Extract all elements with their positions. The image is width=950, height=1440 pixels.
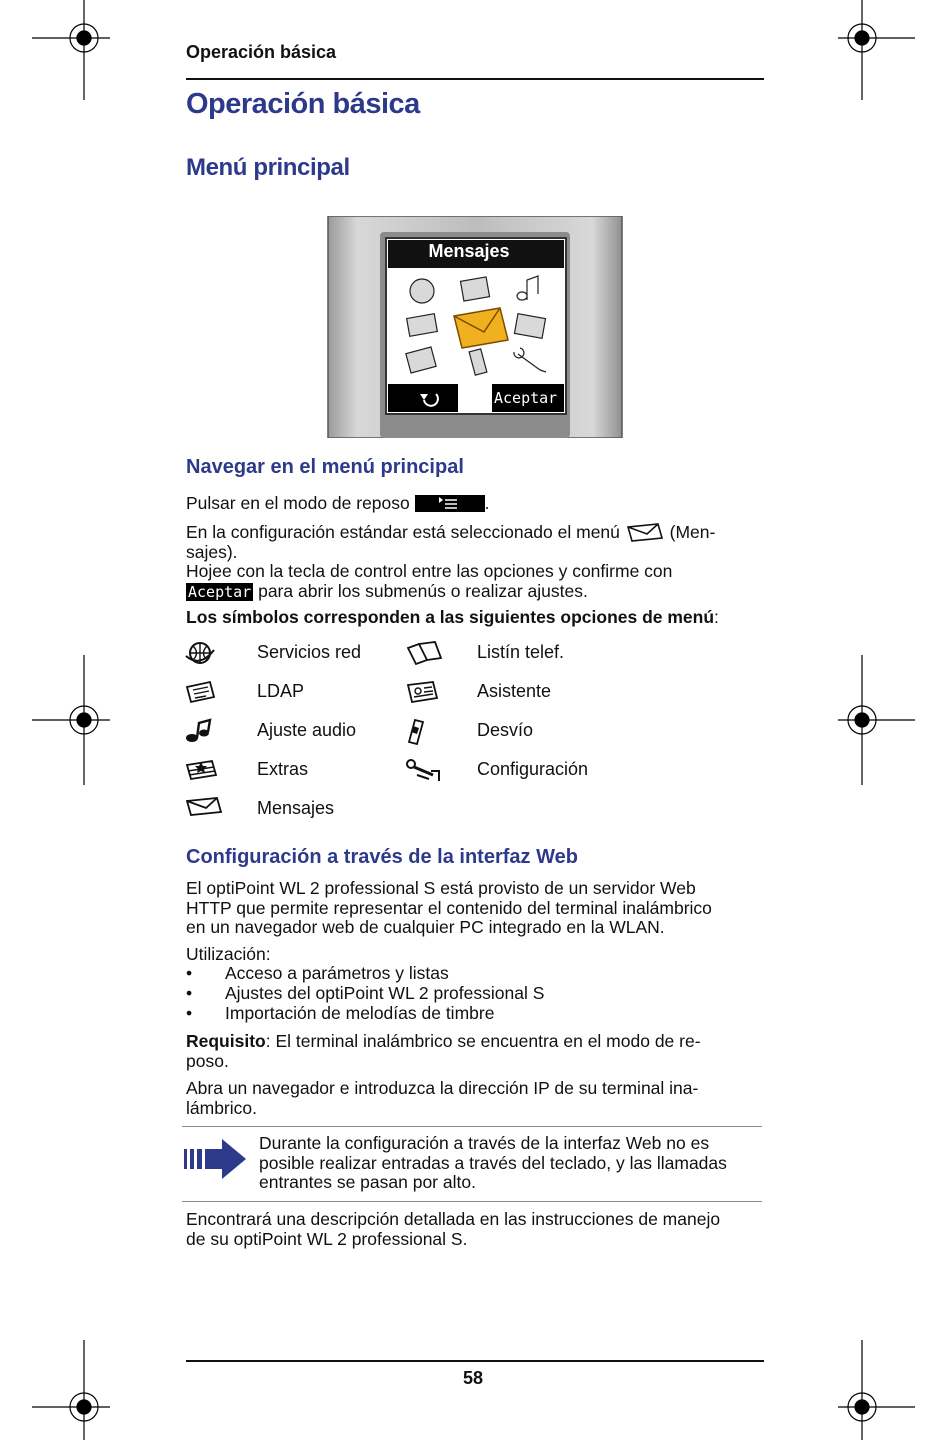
book-icon: [405, 640, 445, 673]
bullet-text: Ajustes del optiPoint WL 2 professional S: [225, 983, 545, 1003]
phone-icon: [405, 718, 445, 751]
ldap-card-icon: [184, 679, 224, 712]
phone-screen-header: Mensajes: [428, 241, 510, 261]
paragraph-open-browser: [186, 1079, 766, 1118]
menu-key-icon: [415, 495, 485, 512]
symbols-colon: :: [714, 607, 719, 627]
default-menu-cont: sajes).: [186, 541, 238, 562]
note-arrow-icon: [182, 1138, 248, 1180]
note-line: entrantes se pasan por alto.: [259, 1172, 476, 1192]
web-text-line: en un navegador web de cualquier PC integrado en la WLAN.: [186, 917, 665, 937]
bullet-text: Importación de melodías de timbre: [225, 1003, 495, 1023]
note-line: Durante la configuración a través de la interfaz Web no es: [259, 1133, 710, 1153]
symbol-label: Mensajes: [257, 798, 335, 818]
symbols-heading: Los símbolos corresponden a las siguientes opciones de menú: [186, 607, 715, 627]
note-line: posible realizar entradas a través del teclado, y las llamadas: [259, 1152, 727, 1173]
section-heading-navigate: Navegar en el menú principal: [186, 456, 464, 478]
web-text-line: HTTP que permite representar el contenido del terminal inalámbrico: [186, 897, 712, 918]
default-menu-paren: (Men-: [669, 522, 716, 542]
note-text: [259, 1134, 769, 1193]
requisite-text-cont: poso.: [186, 1050, 229, 1071]
phone-softkey-accept: Aceptar: [494, 389, 558, 407]
section-heading-menu: Menú principal: [186, 154, 350, 181]
running-head: Operación básica: [186, 42, 337, 62]
navigate-instruction: Hojee con la tecla de control entre las opciones y confirme con: [186, 561, 673, 581]
envelope-icon: [184, 796, 224, 829]
symbol-label: Servicios red: [257, 642, 362, 662]
utilizacion-label: Utilización:: [186, 944, 271, 964]
requisite-label: Requisito: [186, 1031, 266, 1051]
symbol-label: Ajuste audio: [257, 720, 357, 740]
paragraph-final: [186, 1210, 766, 1249]
paragraph-standby: [186, 492, 766, 514]
symbol-label: LDAP: [257, 681, 305, 701]
assistant-icon: [405, 679, 445, 712]
symbols-intro: [186, 608, 766, 628]
open-browser-text: Abra un navegador e introduzca la dirección IP de su terminal ina-: [186, 1078, 699, 1098]
requisite-text: : El terminal inalámbrico se encuentra en el modo de re-: [265, 1031, 701, 1051]
footer-rule: [186, 1360, 764, 1362]
final-text: Encontrará una descripción detallada en las instrucciones de manejo: [186, 1209, 721, 1229]
note-bottom-rule: [182, 1201, 762, 1202]
open-browser-text-cont: lámbrico.: [186, 1097, 257, 1118]
globe-icon: [184, 640, 224, 673]
wrench-icon: [405, 757, 445, 790]
envelope-icon: [625, 522, 665, 542]
music-note-icon: [184, 718, 224, 751]
page-title: Operación básica: [186, 88, 420, 120]
standby-period: .: [484, 493, 490, 513]
paragraph-default-menu: [186, 522, 766, 601]
web-text-line: El optiPoint WL 2 professional S está provisto de un servidor Web: [186, 878, 696, 898]
section-heading-web: Configuración a través de la interfaz Web: [186, 846, 578, 868]
aceptar-key-label: Aceptar: [188, 582, 252, 601]
header-rule: [186, 78, 764, 80]
symbol-label: Extras: [257, 759, 309, 779]
paragraph-requisite: [186, 1032, 766, 1071]
bullet-text: Acceso a parámetros y listas: [225, 963, 449, 983]
symbol-label: Listín telef.: [477, 642, 565, 662]
navigate-instruction-end: para abrir los submenús o realizar ajustes.: [258, 580, 588, 601]
standby-text: Pulsar en el modo de reposo: [186, 493, 410, 513]
page-number: 58: [463, 1368, 484, 1388]
paragraph-web-server: [186, 879, 766, 938]
final-text-cont: de su optiPoint WL 2 professional S.: [186, 1228, 468, 1249]
symbol-label: Asistente: [477, 681, 552, 701]
extras-star-icon: [184, 757, 224, 790]
note-top-rule: [182, 1126, 762, 1127]
default-menu-text: En la configuración estándar está seleccionado el menú: [186, 522, 620, 542]
symbol-label: Desvío: [477, 720, 534, 740]
symbol-label: Configuración: [477, 759, 589, 779]
